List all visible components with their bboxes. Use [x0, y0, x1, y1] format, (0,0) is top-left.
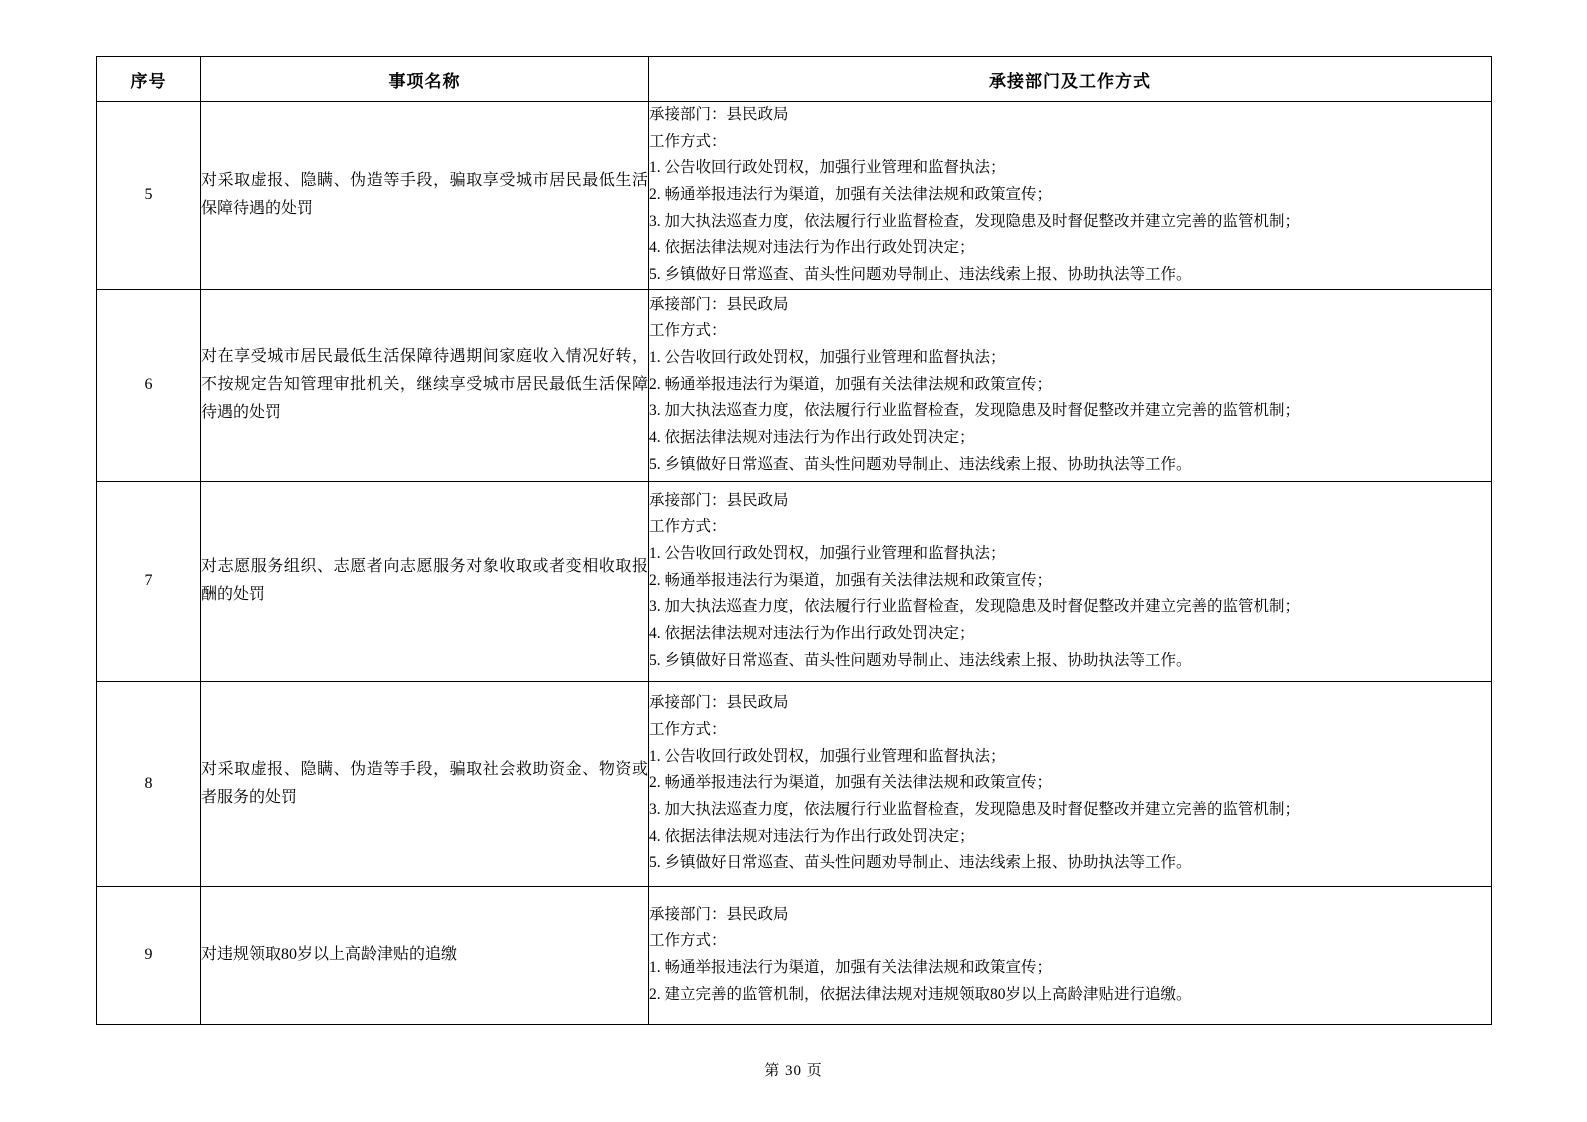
dept-line: 2. 建立完善的监管机制，依据法律法规对违规领取80岁以上高龄津贴进行追缴。: [649, 985, 1192, 1003]
dept-line: 2. 畅通举报违法行为渠道，加强有关法律法规和政策宣传；: [649, 185, 1053, 203]
dept-line: 工作方式：: [649, 932, 727, 950]
dept-line: 承接部门：县民政局: [649, 295, 789, 313]
table-row: [97, 102, 1492, 290]
row-department-method: [649, 102, 1492, 290]
table-body: [97, 102, 1492, 1025]
dept-line: 5. 乡镇做好日常巡查、苗头性问题劝导制止、违法线索上报、协助执法等工作。: [649, 265, 1192, 283]
dept-line: 3. 加大执法巡查力度，依法履行行业监督检查，发现隐患及时督促整改并建立完善的监管机制；: [649, 598, 1301, 616]
dept-line: 4. 依据法律法规对违法行为作出行政处罚决定；: [649, 239, 975, 257]
dept-line: 3. 加大执法巡查力度，依法履行行业监督检查，发现隐患及时督促整改并建立完善的监管机制；: [649, 212, 1301, 230]
dept-line: 工作方式：: [649, 518, 727, 536]
row-item-name: 对违规领取80岁以上高龄津贴的追缴: [201, 886, 649, 1024]
row-item-name: 对采取虚报、隐瞒、伪造等手段，骗取享受城市居民最低生活保障待遇的处罚: [201, 102, 649, 290]
dept-line: 1. 公告收回行政处罚权，加强行业管理和监督执法；: [649, 349, 1006, 367]
dept-line: 承接部门：县民政局: [649, 905, 789, 923]
row-department-method: [649, 681, 1492, 886]
dept-line: 1. 公告收回行政处罚权，加强行业管理和监督执法；: [649, 545, 1006, 563]
dept-line: 承接部门：县民政局: [649, 106, 789, 123]
column-header-name: 事项名称: [201, 57, 649, 102]
dept-line: 4. 依据法律法规对违法行为作出行政处罚决定；: [649, 429, 975, 447]
column-header-dept: 承接部门及工作方式: [649, 57, 1492, 102]
dept-line: 承接部门：县民政局: [649, 694, 789, 712]
row-sequence-number: 7: [97, 481, 201, 681]
dept-line: 5. 乡镇做好日常巡查、苗头性问题劝导制止、违法线索上报、协助执法等工作。: [649, 854, 1192, 872]
row-item-name: 对志愿服务组织、志愿者向志愿服务对象收取或者变相收取报酬的处罚: [201, 481, 649, 681]
row-sequence-number: 5: [97, 102, 201, 290]
table-header-row: [97, 57, 1492, 102]
table-row: [97, 886, 1492, 1024]
dept-line: 1. 公告收回行政处罚权，加强行业管理和监督执法；: [649, 747, 1006, 765]
dept-line: 1. 公告收回行政处罚权，加强行业管理和监督执法；: [649, 159, 1006, 177]
row-item-name: 对在享受城市居民最低生活保障待遇期间家庭收入情况好转，不按规定告知管理审批机关，继续享受城市居民最低生活保障待遇的处罚: [201, 289, 649, 481]
dept-line: 3. 加大执法巡查力度，依法履行行业监督检查，发现隐患及时督促整改并建立完善的监管机制；: [649, 402, 1301, 420]
dept-line: 工作方式：: [649, 720, 727, 738]
row-department-method: [649, 886, 1492, 1024]
row-sequence-number: 6: [97, 289, 201, 481]
row-item-name: 对采取虚报、隐瞒、伪造等手段，骗取社会救助资金、物资或者服务的处罚: [201, 681, 649, 886]
row-department-method: [649, 289, 1492, 481]
row-sequence-number: 8: [97, 681, 201, 886]
dept-line: 5. 乡镇做好日常巡查、苗头性问题劝导制止、违法线索上报、协助执法等工作。: [649, 651, 1192, 669]
page-footer: 第 30 页: [764, 1063, 823, 1079]
dept-line: 2. 畅通举报违法行为渠道，加强有关法律法规和政策宣传；: [649, 774, 1053, 792]
row-department-method: [649, 481, 1492, 681]
table-row: [97, 681, 1492, 886]
dept-line: 4. 依据法律法规对违法行为作出行政处罚决定；: [649, 625, 975, 643]
dept-line: 2. 畅通举报违法行为渠道，加强有关法律法规和政策宣传；: [649, 571, 1053, 589]
table-row: [97, 481, 1492, 681]
row-sequence-number: 9: [97, 886, 201, 1024]
dept-line: 5. 乡镇做好日常巡查、苗头性问题劝导制止、违法线索上报、协助执法等工作。: [649, 455, 1192, 473]
column-header-seq: 序号: [97, 57, 201, 102]
table-header: [97, 57, 1492, 102]
table-row: [97, 289, 1492, 481]
dept-line: 承接部门：县民政局: [649, 491, 789, 509]
responsibility-table: [96, 56, 1492, 1025]
dept-line: 工作方式：: [649, 132, 727, 150]
dept-line: 工作方式：: [649, 322, 727, 340]
dept-line: 1. 畅通举报违法行为渠道，加强有关法律法规和政策宣传；: [649, 959, 1053, 977]
dept-line: 4. 依据法律法规对违法行为作出行政处罚决定；: [649, 827, 975, 845]
dept-line: 2. 畅通举报违法行为渠道，加强有关法律法规和政策宣传；: [649, 375, 1053, 393]
dept-line: 3. 加大执法巡查力度，依法履行行业监督检查，发现隐患及时督促整改并建立完善的监管机制；: [649, 800, 1301, 818]
